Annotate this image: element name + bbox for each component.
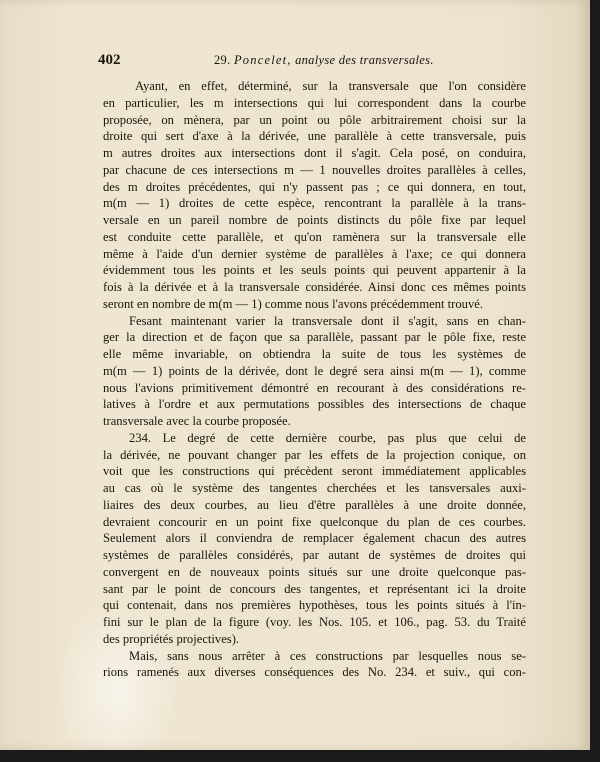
- text-line: m autres droites aux intersections dont il s'agit. Cela posé, on conduira,: [103, 146, 526, 160]
- text-line: Mais, sans nous arrêter à ces constructions par lesquelles nous se-: [129, 648, 526, 663]
- text-line: évidemment tous les points et les seuls points qui peuvent appartenir à la: [103, 263, 526, 278]
- paragraph-4: [103, 648, 526, 682]
- text-line: est conduite cette parallèle, et qu'on ramènera sur la transversale elle: [103, 229, 526, 244]
- running-head-author: Poncelet,: [233, 53, 292, 67]
- text-line: 234. Le degré de cette dernière courbe, pas plus que celui de: [129, 430, 526, 445]
- running-head-prefix: 29.: [214, 53, 231, 67]
- text-line: Ayant, en effet, déterminé, sur la transversale que l'on considère: [135, 79, 526, 93]
- text-line: des propriétés projectives).: [103, 631, 240, 646]
- text-line: sant par le point de concours des tangentes, et représentant ici la droite: [103, 581, 526, 596]
- text-line: systèmes de parallèles considérés, par autant de systèmes de droites qui: [103, 548, 526, 562]
- text-line: droite qui sert d'axe à la dérivée, une parallèle à cette transversale, puis: [103, 129, 526, 144]
- text-line: seront en nombre de m(m — 1) comme nous l'avons précédemment trouvé.: [103, 296, 483, 311]
- text-line: m(m — 1) points de la dérivée, dont le degré sera ainsi m(m — 1), comme: [103, 363, 526, 378]
- running-head: [214, 53, 434, 68]
- running-head-title: analyse des transversales.: [295, 53, 434, 67]
- paragraph-234: [103, 430, 526, 648]
- text-line: proposée, on mènera, par un point ou pôle arbitrairement choisi sur la: [103, 112, 526, 127]
- text-line: Seulement alors il conviendra de remplacer également chacun des autres: [103, 531, 526, 546]
- text-line: des m droites précédentes, qui n'y passent pas ; ce qui donnera, en tout,: [103, 179, 526, 194]
- text-line: la dérivée, ne pouvant changer par les effets de la projection conique, on: [103, 447, 526, 462]
- text-line: voit que les constructions qui précèdent seront immédiatement applicables: [103, 464, 526, 479]
- text-line: par chacune de ces intersections m — 1 nouvelles droites parallèles à celles,: [103, 162, 526, 177]
- text-line: fois à la dérivée et à la transversale considérée. Ainsi donc ces mêmes points: [103, 280, 526, 294]
- text-line: latives à l'ordre et aux permutations possibles des intersections de chaque: [103, 397, 526, 412]
- text-line: en particulier, les m intersections qui lui correspondent dans la courbe: [103, 95, 526, 110]
- text-line: qui contenait, dans nos premières hypothèses, tous les points situés à l'in-: [103, 598, 526, 613]
- text-line: nous l'avions primitivement démontré en recourant à des considérations re-: [103, 380, 526, 395]
- text-line: ger la direction et de façon que sa parallèle, passant par le pôle fixe, reste: [103, 330, 526, 345]
- text-line: m(m — 1) droites de cette espèce, rencontrant la parallèle à la trans-: [103, 196, 526, 211]
- text-line: transversale avec la courbe proposée.: [103, 414, 291, 428]
- page-number: 402: [98, 52, 121, 68]
- text-line: fini sur le plan de la figure (voy. les Nos. 105. et 106., pag. 53. du Traité: [103, 615, 526, 629]
- text-line: rions ramenés aux diverses conséquences des No. 234. et suiv., qui con-: [103, 665, 526, 680]
- text-line: elle même invariable, on obtiendra la suite de tous les systèmes de: [103, 347, 526, 361]
- text-line: versale en un pareil nombre de points distincts du pôle fixe par lequel: [103, 213, 526, 227]
- text-line: Fesant maintenant varier la transversale dont il s'agit, sans en chan-: [129, 313, 526, 328]
- text-line: liaires des deux courbes, au lieu d'être parallèles à une droite donnée,: [103, 497, 526, 512]
- body-text: [103, 78, 526, 681]
- text-line: convergent en de nouveaux points situés sur une droite quelconque pas-: [103, 564, 526, 579]
- paragraph-1: [103, 78, 526, 313]
- text-line: devraient concourir en un point fixe quelconque du plan de ces courbes.: [103, 514, 526, 529]
- text-line: même à l'aide d'un dernier système de parallèles à l'axe; ce qui donnera: [103, 246, 526, 261]
- paragraph-2: [103, 313, 526, 430]
- text-line: au cas où le système des tangentes cherchées et les tansversales auxi-: [103, 481, 526, 495]
